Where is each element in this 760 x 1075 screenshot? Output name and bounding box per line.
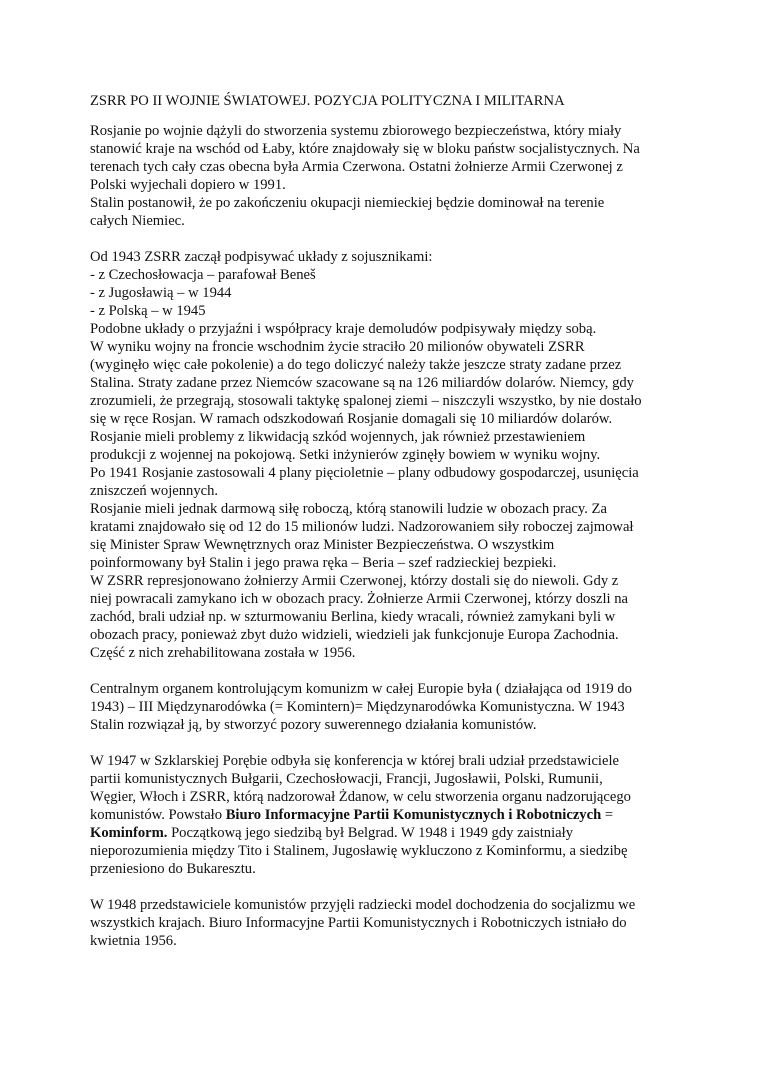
text-line: Od 1943 ZSRR zaczął podpisywać układy z sojusznikami:: [90, 249, 433, 265]
text-line: przeniesiono do Bukaresztu.: [90, 861, 256, 877]
paragraph-postwar-security: [90, 122, 700, 230]
document-title: ZSRR PO II WOJNIE ŚWIATOWEJ. POZYCJA POLITYCZNA I MILITARNA: [90, 93, 565, 109]
text-line: W 1948 przedstawiciele komunistów przyjęli radziecki model dochodzenia do socjalizmu we: [90, 897, 636, 913]
text-line: Polski wyjechali dopiero w 1991.: [90, 177, 286, 193]
paragraph-kominform: [90, 752, 700, 878]
paragraph-gap: [90, 230, 700, 248]
text-run: =: [601, 807, 614, 823]
list-item: - z Jugosławią – w 1944: [90, 285, 232, 301]
text-line: zachód, brali udział np. w szturmowaniu Berlina, kiedy wracali, również zamykani byli w: [90, 609, 616, 625]
text-line: Centralnym organem kontrolującym komunizm w całej Europie była ( działająca od 1919 do: [90, 681, 632, 697]
text-line: W wyniku wojny na froncie wschodnim życie straciło 20 milionów obywateli ZSRR: [90, 339, 585, 355]
text-line: W 1947 w Szklarskiej Porębie odbyła się konferencja w której brali udział przedstawiciele: [90, 753, 619, 769]
text-line: poinformowany był Stalin i jego prawa ręka – Beria – szef radzieckiej bezpieki.: [90, 555, 557, 571]
paragraph-gap: [90, 662, 700, 680]
text-line: partii komunistycznych Bułgarii, Czechosłowacji, Francji, Jugosławii, Polski, Rumunii,: [90, 771, 603, 787]
paragraph-gap: [90, 734, 700, 752]
text-line: Część z nich zrehabilitowana została w 1956.: [90, 645, 356, 661]
text-line: Rosjanie po wojnie dążyli do stworzenia systemu zbiorowego bezpieczeństwa, który miały: [90, 123, 622, 139]
text-line: terenach tych cały czas obecna była Armia Czerwona. Ostatni żołnierze Armii Czerwonej z: [90, 159, 623, 175]
bold-term-kominform: Kominform.: [90, 825, 168, 841]
text-line: Stalina. Straty zadane przez Niemców szacowane są na 126 miliardów dolarów. Niemcy, gdy: [90, 375, 634, 391]
list-item: - z Czechosłowacja – parafował Beneš: [90, 267, 316, 283]
text-line: W ZSRR represjonowano żołnierzy Armii Czerwonej, którzy dostali się do niewoli. Gdy z: [90, 573, 619, 589]
text-line: 1943) – III Międzynarodówka (= Komintern)= Międzynarodówka Komunistyczna. W 1943: [90, 699, 625, 715]
paragraph-comintern: [90, 680, 700, 734]
text-line: się Minister Spraw Wewnętrznych oraz Minister Bezpieczeństwa. O wszystkim: [90, 537, 555, 553]
text-line: [90, 806, 700, 824]
text-line: niej powracali zamykano ich w obozach pracy. Żołnierze Armii Czerwonej, którzy doszli na: [90, 591, 629, 607]
text-line: zniszczeń wojennych.: [90, 483, 219, 499]
text-line: obozach pracy, ponieważ zbyt dużo widzieli, wiedzieli jak funkcjonuje Europa Zachodnia.: [90, 627, 619, 643]
text-line: kratami znajdowało się od 12 do 15 milionów ludzi. Nadzorowaniem siły roboczej zajmował: [90, 519, 634, 535]
text-line: się w ręce Rosjan. W ramach odszkodowań Rosjanie domagali się 10 miliardów dolarów.: [90, 411, 613, 427]
paragraph-treaties-and-losses: [90, 248, 700, 662]
text-line: nieporozumienia między Tito i Stalinem, Jugosławię wykluczono z Kominformu, a siedzibę: [90, 843, 628, 859]
text-line: Rosjanie mieli problemy z likwidacją szkód wojennych, jak również przestawieniem: [90, 429, 586, 445]
text-line: stanowić kraje na wschód od Łaby, które znajdowały się w bloku państw socjalistycznych. Na: [90, 141, 640, 157]
text-line: Po 1941 Rosjanie zastosowali 4 plany pięcioletnie – plany odbudowy gospodarczej, usunięcia: [90, 465, 639, 481]
bold-term-biuro: Biuro Informacyjne Partii Komunistycznych i Robotniczych: [225, 807, 602, 823]
text-line: [90, 824, 700, 842]
text-line: całych Niemiec.: [90, 213, 185, 229]
text-line: zrozumieli, że przegrają, stosowali taktykę spalonej ziemi – niszczyli wszystko, by nie dostało: [90, 393, 642, 409]
paragraph-soviet-model: [90, 896, 700, 950]
text-line: Stalin rozwiązał ją, by stworzyć pozory suwerennego działania komunistów.: [90, 717, 537, 733]
text-line: kwietnia 1956.: [90, 933, 177, 949]
paragraph-gap: [90, 878, 700, 896]
text-line: Rosjanie mieli jednak darmową siłę roboczą, którą stanowili ludzie w obozach pracy. Za: [90, 501, 607, 517]
text-run: Początkową jego siedzibą był Belgrad. W 1948 i 1949 gdy zaistniały: [167, 825, 573, 841]
text-line: (wyginęło więc całe pokolenie) a do tego doliczyć należy także jeszcze straty zadane przez: [90, 357, 622, 373]
text-line: Podobne układy o przyjaźni i współpracy kraje demoludów podpisywały między sobą.: [90, 321, 597, 337]
text-line: wszystkich krajach. Biuro Informacyjne Partii Komunistycznych i Robotniczych istniało do: [90, 915, 627, 931]
text-line: Węgier, Włoch i ZSRR, którą nadzorował Żdanow, w celu stworzenia organu nadzorującego: [90, 789, 631, 805]
text-run: komunistów. Powstało: [90, 807, 226, 823]
text-line: Stalin postanowił, że po zakończeniu okupacji niemieckiej będzie dominował na terenie: [90, 195, 605, 211]
list-item: - z Polską – w 1945: [90, 303, 206, 319]
text-line: produkcji z wojennej na pokojową. Setki inżynierów zginęły bowiem w wyniku wojny.: [90, 447, 601, 463]
